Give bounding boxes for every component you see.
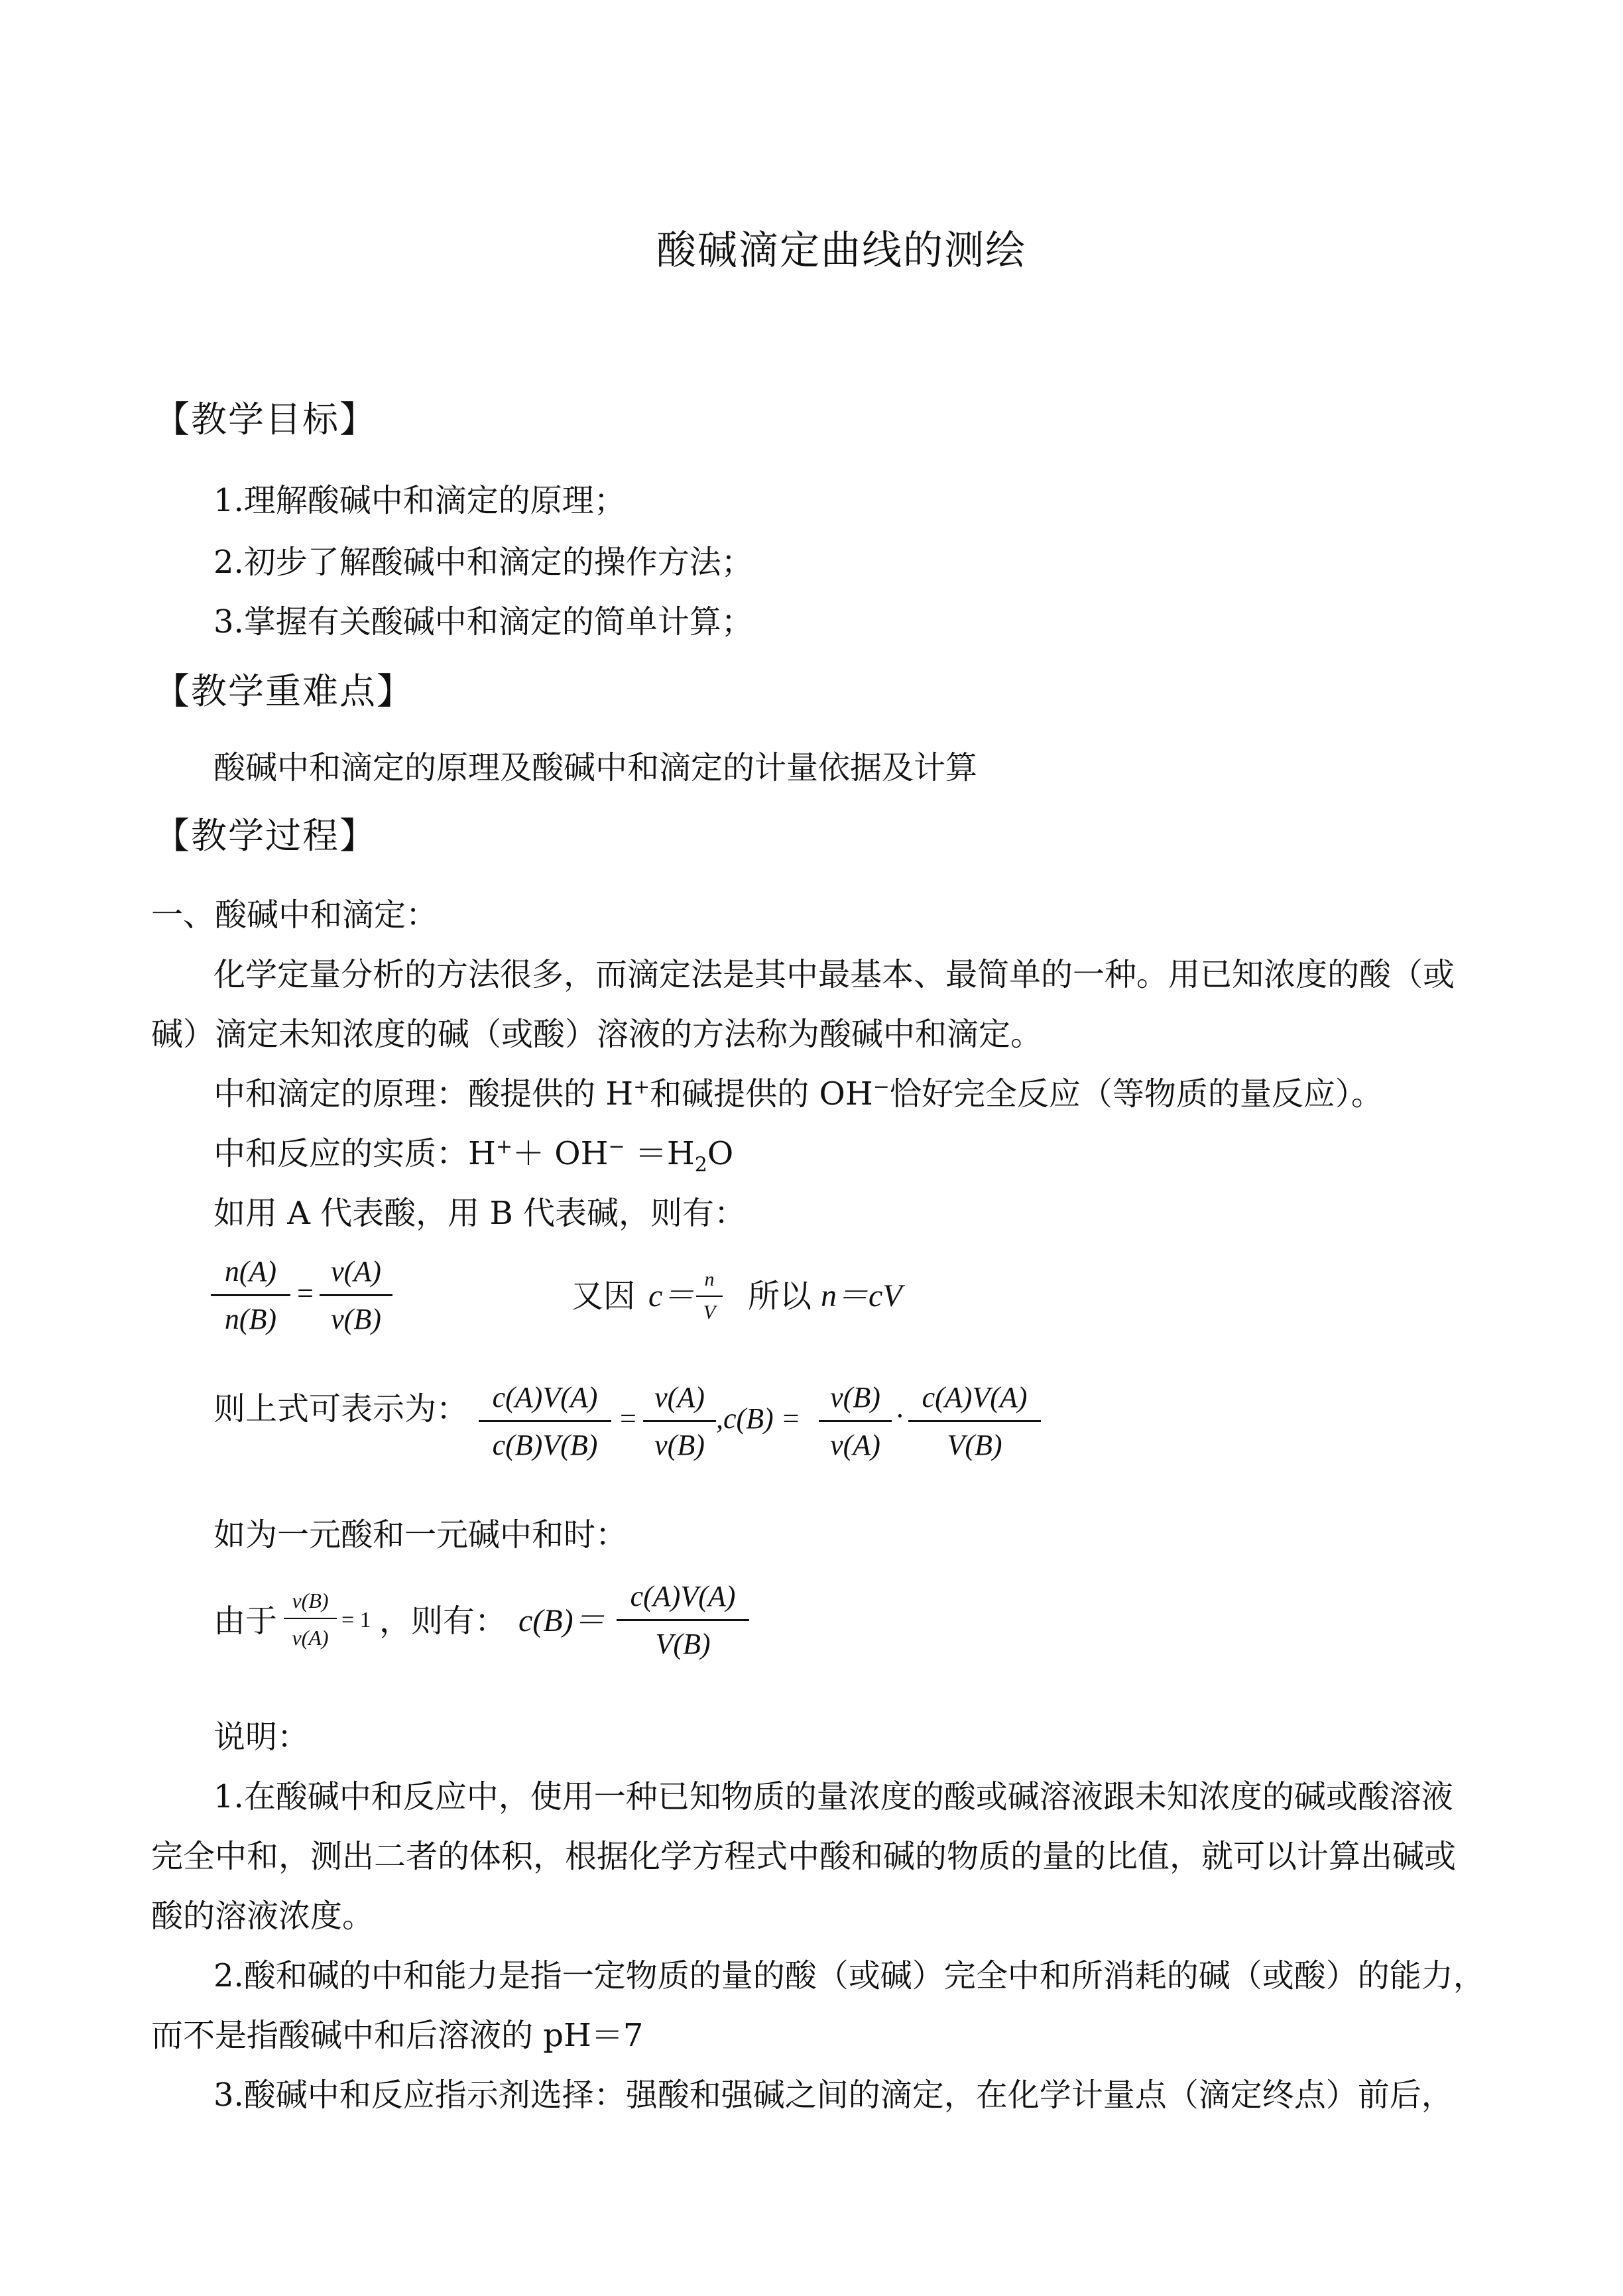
plus-superscript: +: [633, 1075, 650, 1099]
then-text: 则上式可表示为：: [213, 1390, 469, 1427]
mono-text: 如为一元酸和一元碱中和时：: [213, 1516, 628, 1553]
let-text: 如用 A 代表酸，用 B 代表碱，则有：: [213, 1195, 746, 1232]
fraction-bar: [284, 1618, 337, 1619]
fraction-denominator: v(A): [830, 1429, 880, 1461]
goal-item: 1.理解酸碱中和滴定的原理；: [213, 482, 626, 519]
fraction-v-ratio: [320, 1253, 392, 1346]
equals-sign: =: [620, 1402, 636, 1435]
fraction-bar: [819, 1420, 892, 1422]
fraction-bar: [320, 1294, 392, 1296]
fraction-numerator: v(A): [331, 1255, 381, 1288]
fraction-cv-over-v: [617, 1578, 749, 1671]
dot-operator: ·: [895, 1400, 905, 1432]
plus-superscript: +: [495, 1135, 513, 1158]
fraction-numerator: c(A)V(A): [922, 1381, 1028, 1414]
section-heading-goals: 【教学目标】: [154, 398, 377, 440]
paragraph-line: 而不是指酸碱中和后溶液的 pH＝7: [151, 2017, 644, 2054]
fraction-bar: [617, 1619, 749, 1621]
goal-item: 2.初步了解酸碱中和滴定的操作方法；: [213, 544, 753, 581]
fraction-denominator: V(B): [947, 1429, 1002, 1461]
fraction-bar: [479, 1420, 611, 1422]
fraction-small-v-ratio: [284, 1586, 337, 1659]
principle-text-b: 和碱提供的 OH: [650, 1075, 873, 1113]
cb-equals: ,c(B) =: [716, 1402, 801, 1435]
paragraph-line: 完全中和，测出二者的体积，根据化学方程式中酸和碱的物质的量的比值，就可以计算出碱或: [151, 1838, 1457, 1875]
principle-line: [213, 1074, 1383, 1114]
equals-one: = 1: [341, 1608, 371, 1632]
minus-superscript: −: [872, 1075, 890, 1099]
equals-sign: =: [297, 1277, 314, 1309]
essence-text-a: 中和反应的实质：H: [213, 1135, 496, 1172]
principle-text-c: 恰好完全反应（等物质的量反应）。: [889, 1075, 1383, 1113]
so-text: 所以: [748, 1278, 812, 1315]
essence-text-b: ＋ OH: [512, 1135, 609, 1172]
also-because-text: 又因: [571, 1278, 636, 1315]
fraction-bar: [211, 1294, 290, 1296]
fraction-cv-ratio: [479, 1379, 611, 1472]
fraction-numerator: v(B): [830, 1381, 880, 1414]
goal-item: 3.掌握有关酸碱中和滴定的简单计算；: [213, 603, 753, 640]
fraction-numerator: v(A): [654, 1381, 705, 1414]
fraction-numerator: v(B): [292, 1589, 329, 1612]
fraction-denominator: V(B): [655, 1628, 711, 1660]
essence-text-d: O: [707, 1135, 734, 1172]
fraction-bar: [908, 1420, 1041, 1422]
section-heading-key-points: 【教学重难点】: [154, 670, 414, 712]
key-points-text: 酸碱中和滴定的原理及酸碱中和滴定的计量依据及计算: [213, 749, 978, 786]
then-have-text: ，则有：: [379, 1602, 507, 1640]
page-title: 酸碱滴定曲线的测绘: [656, 227, 1026, 274]
fraction-numerator: n(A): [224, 1255, 277, 1288]
fraction-denominator: n(B): [224, 1303, 277, 1335]
fraction-denominator: v(B): [654, 1429, 705, 1461]
fraction-n-over-v: [696, 1266, 723, 1333]
fraction-numerator: n: [704, 1268, 715, 1290]
c-equals: c＝: [648, 1278, 695, 1313]
explain-label: 说明：: [213, 1719, 310, 1756]
fraction-bar: [643, 1420, 716, 1422]
n-equals-cv: n＝cV: [821, 1278, 902, 1313]
fraction-n-ratio: [211, 1253, 290, 1346]
fraction-bar: [696, 1296, 723, 1297]
fraction-denominator: c(B)V(B): [492, 1429, 598, 1461]
fraction-v-inverse: [819, 1379, 892, 1472]
minus-superscript: −: [608, 1135, 625, 1158]
section-heading-process: 【教学过程】: [154, 815, 377, 857]
fraction-numerator: c(A)V(A): [492, 1381, 598, 1414]
paragraph-line: 3.酸碱中和反应指示剂选择：强酸和强碱之间的滴定，在化学计量点（滴定终点）前后，: [213, 2077, 1453, 2114]
fraction-denominator: v(B): [331, 1303, 381, 1335]
paragraph-line: 化学定量分析的方法很多，而滴定法是其中最基本、最简单的一种。用已知浓度的酸（或: [213, 956, 1455, 993]
fraction-numerator: c(A)V(A): [630, 1580, 736, 1612]
fraction-cv-over-v: [908, 1379, 1041, 1472]
because-text: 由于: [213, 1602, 278, 1640]
fraction-denominator: V: [703, 1301, 716, 1323]
paragraph-line: 酸的溶液浓度。: [151, 1898, 375, 1935]
part1-heading: 一、酸碱中和滴定：: [151, 896, 438, 934]
paragraph-line: 碱）滴定未知浓度的碱（或酸）溶液的方法称为酸碱中和滴定。: [151, 1016, 1043, 1053]
essence-text-c: ＝H: [625, 1135, 695, 1172]
cb-equals: c(B)＝: [518, 1603, 605, 1638]
principle-text-a: 中和滴定的原理：酸提供的 H: [213, 1075, 634, 1113]
fraction-denominator: v(A): [292, 1626, 329, 1650]
subscript-2: 2: [694, 1153, 707, 1177]
essence-line: [213, 1134, 734, 1177]
paragraph-line: 1.在酸碱中和反应中，使用一种已知物质的量浓度的酸或碱溶液跟未知浓度的碱或酸溶液: [213, 1778, 1453, 1815]
fraction-v-ratio: [643, 1379, 716, 1472]
paragraph-line: 2.酸和碱的中和能力是指一定物质的量的酸（或碱）完全中和所消耗的碱（或酸）的能力，: [213, 1957, 1485, 1994]
